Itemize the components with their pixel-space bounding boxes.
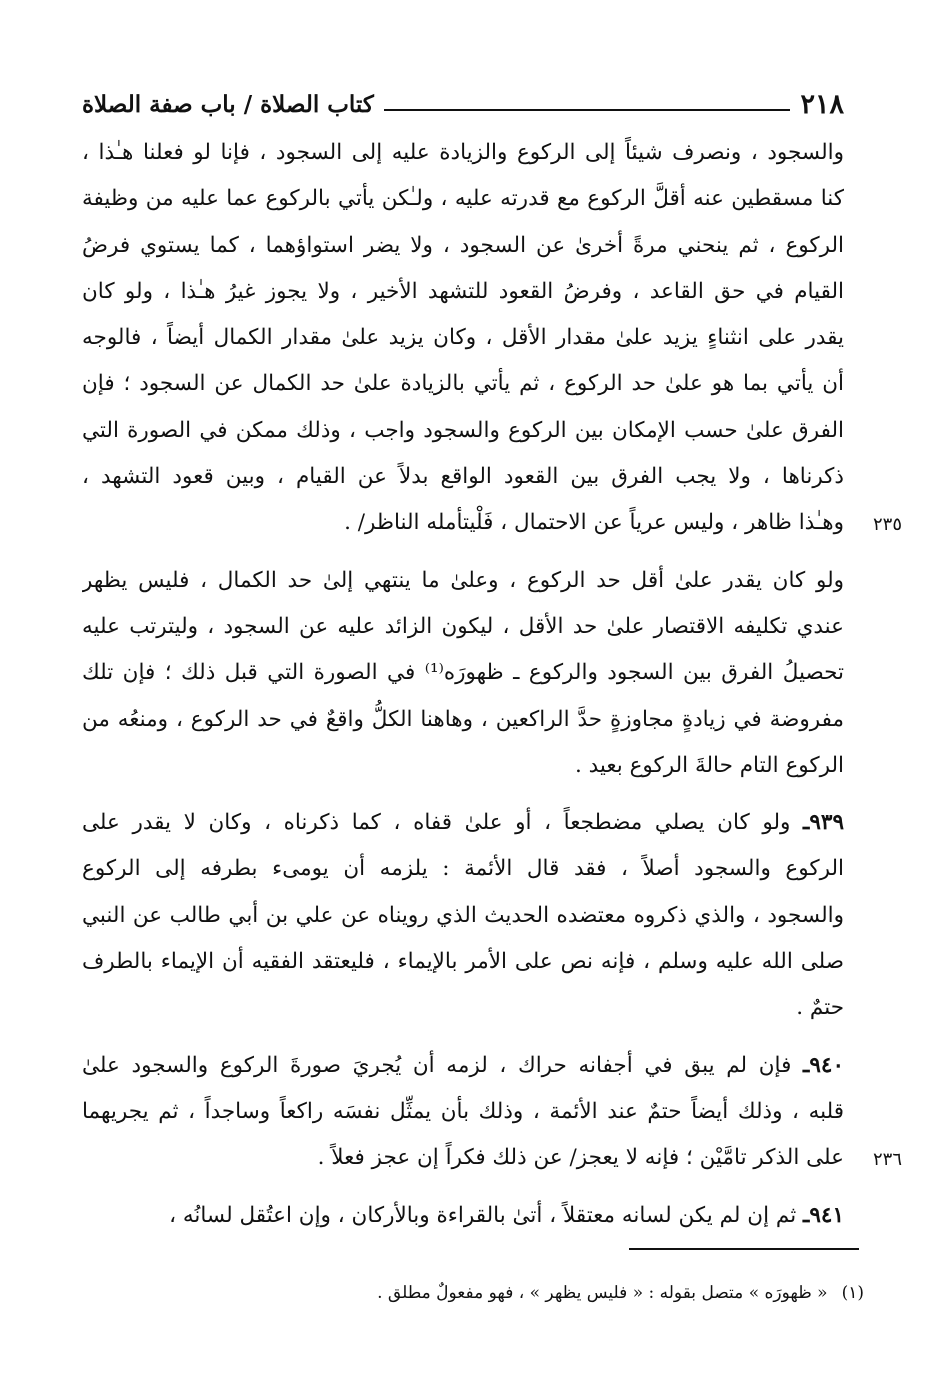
line-content: ولو كان يصلي مضطجعاً ، أو علىٰ قفاه ، كما ذكرناه ، وكان لا يقدر على <box>82 810 791 836</box>
line-content: فإن لم يبق في أجفانه حراك ، لزمه أن يُجريَ صورةَ الركوع والسجود علىٰ <box>82 1052 792 1078</box>
body-text <box>82 130 902 1239</box>
line-content: تحصيلُ الفرق بين السجود والركوع ـ ظهورَه⁽¹⁾ في الصورة التي قبل ذلك ؛ فإن تلك <box>82 660 844 686</box>
line-content: والسجود ، ونصرف شيئاً إلى الركوع والزيادة عليه إلى السجود ، فإنا لو فعلنا هـٰذا ، <box>82 140 844 165</box>
paragraph <box>82 558 844 789</box>
running-title: كتاب الصلاة / باب صفة الصلاة <box>82 90 374 118</box>
line-content: صلى الله عليه وسلم ، فإنه نص على الأمر بالإيماء ، فليعتقد الفقيه أن الإيماء بالطرف <box>82 949 844 975</box>
text-line <box>82 408 844 454</box>
text-line <box>82 1135 844 1181</box>
text-line <box>82 500 844 546</box>
text-line <box>82 893 844 939</box>
line-content: ذكرناها ، ولا يجب الفرق بين القعود الواقع بدلاً عن القيام ، وبين قعود التشهد ، <box>82 464 844 490</box>
footnote-number: (١) <box>841 1283 864 1303</box>
footnote <box>82 1278 864 1308</box>
text-line <box>82 939 844 985</box>
text-line <box>82 176 844 222</box>
line-content: الركوع التام حالةَ الركوع بعيد . <box>574 752 844 778</box>
paragraph-number: ٩٤١ـ <box>803 1202 844 1228</box>
text-line <box>82 130 844 176</box>
text-line <box>82 223 844 269</box>
text-line <box>82 1193 844 1239</box>
line-content: ثم إن لم يكن لسانه معتقلاً ، أتىٰ بالقراءة وبالأركان ، وإن اعتُقل لسانُه ، <box>169 1202 797 1228</box>
text-line <box>82 269 844 315</box>
line-content: الركوع ، ثم ينحني مرةً أخرىٰ عن السجود ، ولا يضر استواؤهما ، كما يستوي فرضُ <box>82 232 844 258</box>
line-content: كنا مسقطين عنه أقلَّ الركوع مع قدرته عليه ، ولـٰكن يأتي بالركوع عما عليه من وظيفة <box>82 186 844 212</box>
paragraph <box>82 130 902 547</box>
paragraph <box>82 1193 844 1239</box>
line-content: الركوع والسجود أصلاً ، فقد قال الأئمة : يلزمه أن يومىء بطرفه إلى الركوع <box>82 856 844 882</box>
footnote-text: « ظهورَه » متصل بقوله : « فليس يظهر » ، فهو مفعولٌ مطلق . <box>377 1283 828 1303</box>
text-line <box>82 743 844 789</box>
line-content: حتمٌ . <box>796 995 844 1021</box>
line-content: القيام في حق القاعد ، وفرضُ القعود للتشهد الأخير ، ولا يجوز غيرُ هـٰذا ، ولو كان <box>82 278 844 304</box>
paragraph-number: ٩٣٩ـ <box>803 810 844 836</box>
line-content: على الذكر تامَّيْن ؛ فإنه لا يعجز/ عن ذلك فكراً إن عجز فعلاً . <box>317 1145 844 1171</box>
line-content: يقدر على انثناءٍ يزيد علىٰ مقدار الأقل ، وكان يزيد علىٰ مقدار الكمال أيضاً ، فالوجه <box>82 325 844 351</box>
text-line <box>82 697 844 743</box>
paragraph <box>82 800 844 1031</box>
text-line <box>82 985 844 1031</box>
line-content: والسجود ، والذي ذكروه معتضده الحديث الذي رويناه عن علي بن أبي طالب عن النبي <box>82 902 844 928</box>
line-content: الفرق علىٰ حسب الإمكان بين الركوع والسجود واجب ، وذلك ممكن في الصورة التي <box>82 417 844 443</box>
margin-page-reference: ٢٣٦ <box>872 1149 902 1171</box>
margin-page-reference: ٢٣٥ <box>872 514 902 536</box>
paragraph-number: ٩٤٠ـ <box>803 1052 844 1078</box>
text-line <box>82 558 844 604</box>
line-content: قلبه ، وذلك أيضاً حتمٌ عند الأئمة ، وذلك بأن يمثِّل نفسَه راكعاً وساجداً ، ثم يجريهما <box>82 1098 844 1124</box>
text-line <box>82 846 844 892</box>
paragraph <box>82 1043 902 1182</box>
text-line <box>82 1089 844 1135</box>
text-line <box>82 650 844 696</box>
text-line <box>82 454 844 500</box>
line-content: عندي تكليفه الاقتصار علىٰ حد الأقل ، ليكون الزائد عليه عن السجود ، وليترتب عليه <box>82 613 844 639</box>
text-line <box>82 604 844 650</box>
line-content: مفروضة في زيادةٍ مجاوزةٍ حدَّ الراكعين ، وهاهنا الكلُّ واقعٌ في حد الركوع ، ومنعُه من <box>82 706 844 732</box>
text-line <box>82 800 844 846</box>
page-number: ٢١٨ <box>800 88 844 120</box>
line-content: وهـٰذا ظاهر ، وليس عرياً عن الاحتمال ، فَلْيتأمله الناظر/ . <box>344 510 844 536</box>
header-rule <box>384 109 791 111</box>
running-header <box>82 84 844 124</box>
text-line <box>82 1043 844 1089</box>
text-line <box>82 315 844 361</box>
line-content: أن يأتي بما هو علىٰ حد الركوع ، ثم يأتي بالزيادة علىٰ حد الكمال عن السجود ؛ فإن <box>82 371 844 397</box>
line-content: ولو كان يقدر علىٰ أقل حد الركوع ، وعلىٰ ما ينتهي إلىٰ حد الكمال ، فليس يظهر <box>82 567 844 593</box>
footnote-separator <box>629 1248 859 1250</box>
text-line <box>82 361 844 407</box>
